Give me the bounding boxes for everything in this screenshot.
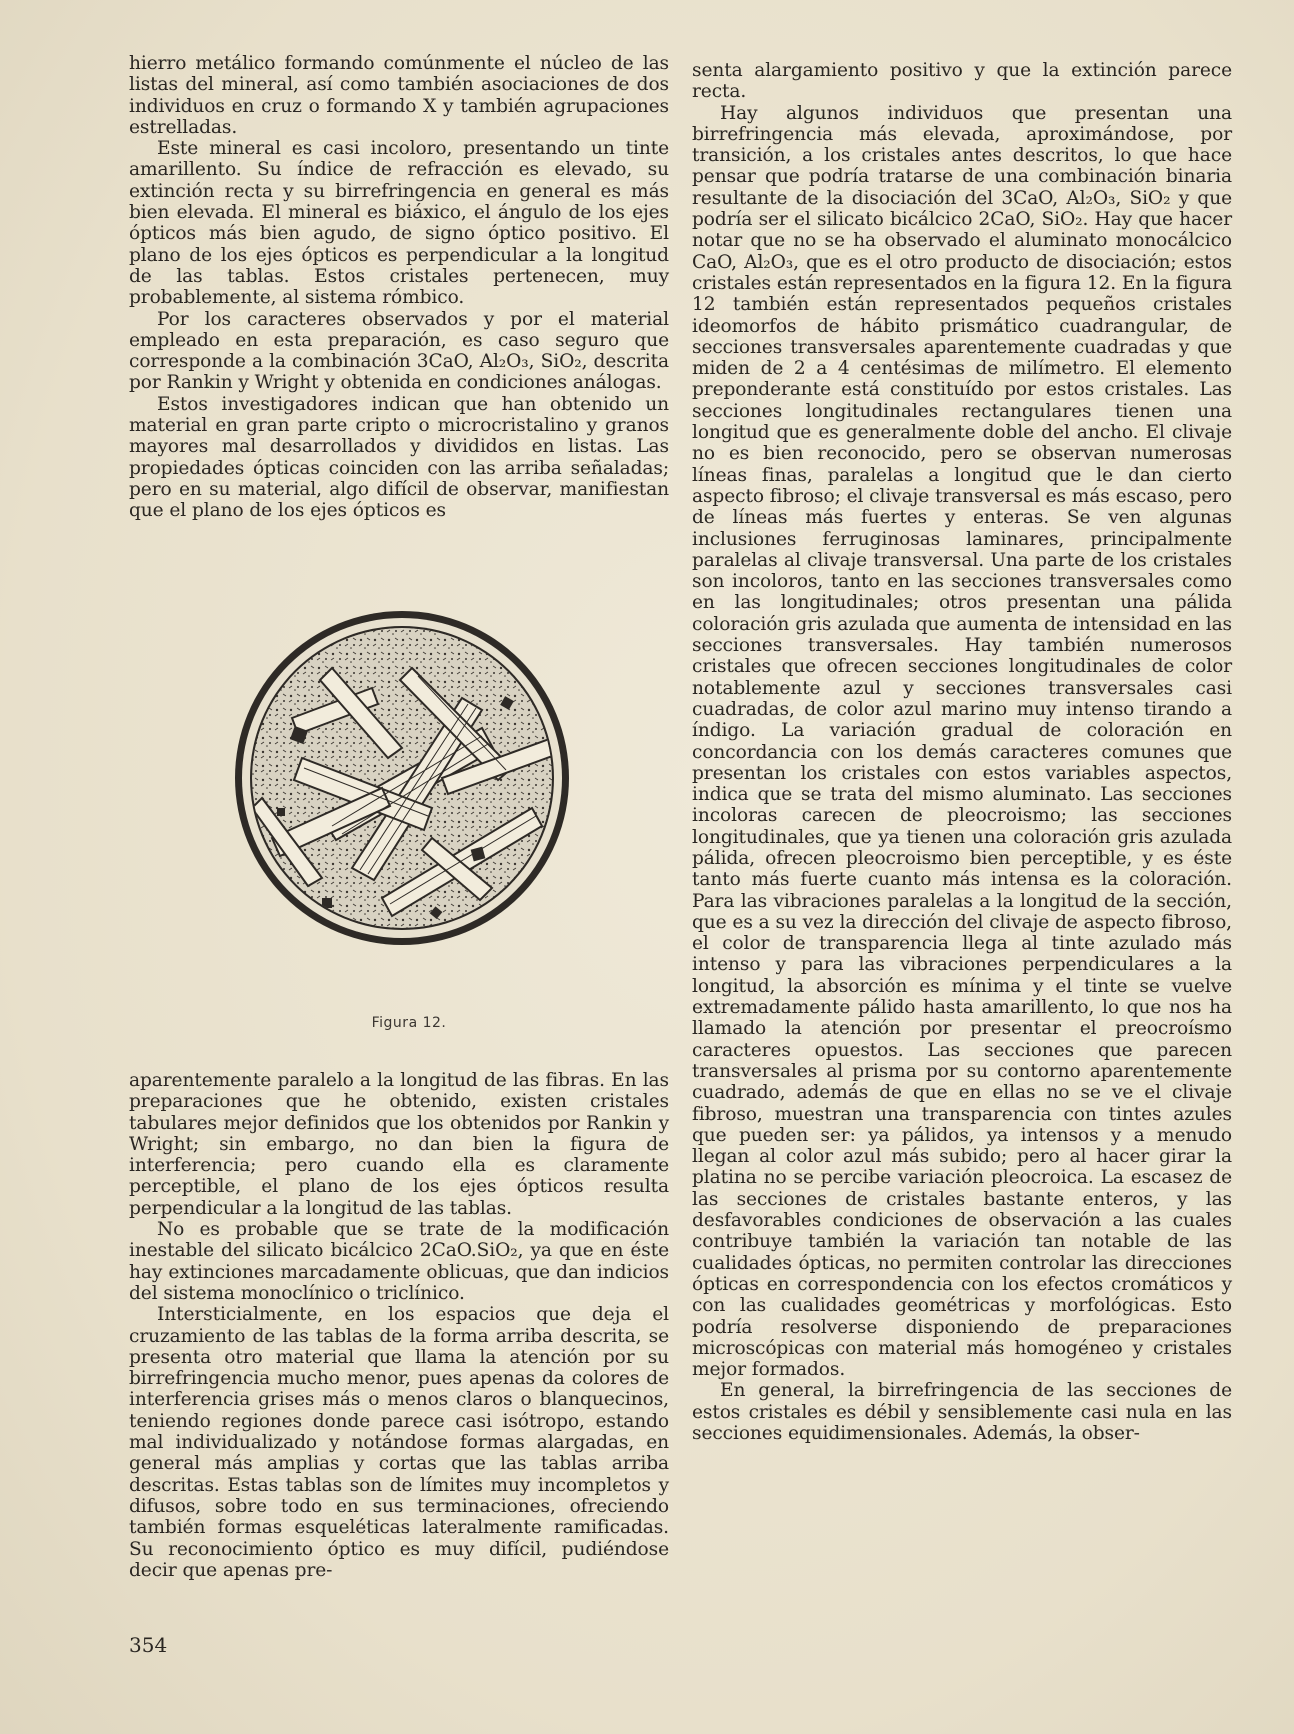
paragraph: hierro metálico formando comúnmente el núcleo de las listas del mineral, así como también asociaciones de dos individuos en cruz o formando X y también agrupaciones estrelladas. xyxy=(129,53,669,138)
paragraph: senta alargamiento positivo y que la extinción parece recta. xyxy=(692,60,1232,103)
left-column-bottom xyxy=(129,1070,669,1581)
paragraph: Este mineral es casi incoloro, presentando un tinte amarillento. Su índice de refracción es elevado, su extinción recta y su birrefringencia en general es más bien elevada. El mineral es biáxico, el ángulo de los ejes ópticos más bien agudo, de signo óptico positivo. El plano de los ejes ópticos es perpendicular a la longitud de las tablas. Estos cristales pertenecen, muy probablemente, al sistema rómbico. xyxy=(129,138,669,309)
micrograph-illustration xyxy=(232,608,572,948)
left-column-top xyxy=(129,53,669,522)
figure-12-micrograph xyxy=(232,608,572,948)
page-number: 354 xyxy=(129,1633,168,1657)
paragraph: No es probable que se trate de la modificación inestable del silicato bicálcico 2CaO.SiO₂, ya que en éste hay extinciones marcadamente oblicuas, que dan indicios del sistema monoclínico o triclínico. xyxy=(129,1219,669,1304)
paragraph: Estos investigadores indican que han obtenido un material en gran parte cripto o microcristalino y granos mayores mal desarrollados y divididos en listas. Las propiedades ópticas coinciden con las arriba señaladas; pero en su material, algo difícil de observar, manifiestan que el plano de los ejes ópticos es xyxy=(129,393,669,522)
figure-caption: Figura 12. xyxy=(371,1015,447,1031)
right-column xyxy=(692,60,1232,1444)
paragraph: aparentemente paralelo a la longitud de las fibras. En las preparaciones que he obtenido, existen cristales tabulares mejor definidos que los obtenidos por Rankin y Wright; sin embargo, no dan bien la figura de interferencia; pero cuando ella es claramente perceptible, el plano de los ejes ópticos resulta perpendicular a la longitud de las tablas. xyxy=(129,1070,669,1219)
paragraph: Por los caracteres observados y por el material empleado en esta preparación, es caso seguro que corresponde a la combinación 3CaO, Al₂O₃, SiO₂, descrita por Rankin y Wright y obtenida en condiciones análogas. xyxy=(129,308,669,394)
paragraph: Hay algunos individuos que presentan una birrefringencia más elevada, aproximándose, por transición, a los cristales antes descritos, lo que hace pensar que podría tratarse de una combinación binaria resultante de la disociación del 3CaO, Al₂O₃, SiO₂ y que podría ser el silicato bicálcico 2CaO, SiO₂. Hay que hacer notar que no se ha observado el aluminato monocálcico CaO, Al₂O₃, que es el otro producto de disociación; estos cristales están representados en la figura 12. En la figura 12 también están representados pequeños cristales ideomorfos de hábito prismático cuadrangular, de secciones transversales aparentemente cuadradas y que miden de 2 a 4 centésimas de milímetro. El elemento preponderante está constituído por estos cristales. Las secciones longitudinales rectangulares tienen una longitud que es generalmente doble del ancho. El clivaje no es bien reconocido, pero se observan numerosas líneas finas, paralelas a longitud que le dan cierto aspecto fibroso; el clivaje transversal es más escaso, pero de líneas más fuertes y enteras. Se ven algunas inclusiones ferruginosas laminares, principalmente paralelas al clivaje transversal. Una parte de los cristales son incoloros, tanto en las secciones transversales como en las longitudinales; otros presentan una pálida coloración gris azulada que aumenta de intensidad en las secciones transversales. Hay también numerosos cristales que ofrecen secciones longitudinales de color notablemente azul y secciones transversales casi cuadradas, de color azul marino muy intenso tirando a índigo. La variación gradual de coloración en concordancia con los demás caracteres comunes que presentan los cristales con estos variables aspectos, indica que se trata del mismo aluminato. Las secciones incoloras carecen de pleocroismo; las secciones longitudinales, que ya tienen una coloración gris azulada pálida, ofrecen pleocroismo bien perceptible, y es éste tanto más fuerte cuanto más intensa es la coloración. Para las vibraciones paralelas a la longitud de la sección, que es a su vez la dirección del clivaje de aspecto fibroso, el color de transparencia llega al tinte azulado más intenso y para las vibraciones perpendiculares a la longitud, la absorción es mínima y el tinte se vuelve extremadamente pálido hasta amarillento, lo que nos ha llamado la atención por presentar el preocroísmo caracteres opuestos. Las secciones que parecen transversales al prisma por su contorno aparentemente cuadrado, además de que en ellas no se ve el clivaje fibroso, muestran una transparencia con tintes azules que pueden ser: ya pálidos, ya intensos y a menudo llegan al color azul más subido; pero al hacer girar la platina no se percibe variación pleocroica. La escasez de las secciones de cristales bastante enteros, y las desfavorables condiciones de observación a las cuales contribuye también la variación tan notable de las cualidades ópticas, no permiten controlar las direcciones ópticas en correspondencia con los efectos cromáticos y con las cualidades geométricas y morfológicas. Esto podría resolverse disponiendo de preparaciones microscópicas con material más homogéneo y cristales mejor formados. xyxy=(692,102,1232,1381)
paragraph: En general, la birrefringencia de las secciones de estos cristales es débil y sensiblemente casi nula en las secciones equidimensionales. Además, la obser- xyxy=(692,1380,1232,1444)
paragraph: Intersticialmente, en los espacios que deja el cruzamiento de las tablas de la forma arriba descrita, se presenta otro material que llama la atención por su birrefringencia mucho menor, pues apenas da colores de interferencia grises más o menos claros o blanquecinos, teniendo regiones donde parece casi isótropo, estando mal individualizado y notándose formas alargadas, en general más amplias y cortas que las tablas arriba descritas. Estas tablas son de límites muy incompletos y difusos, sobre todo en sus terminaciones, ofreciendo también formas esqueléticas lateralmente ramificadas. Su reconocimiento óptico es muy difícil, pudiéndose decir que apenas pre- xyxy=(129,1304,669,1581)
